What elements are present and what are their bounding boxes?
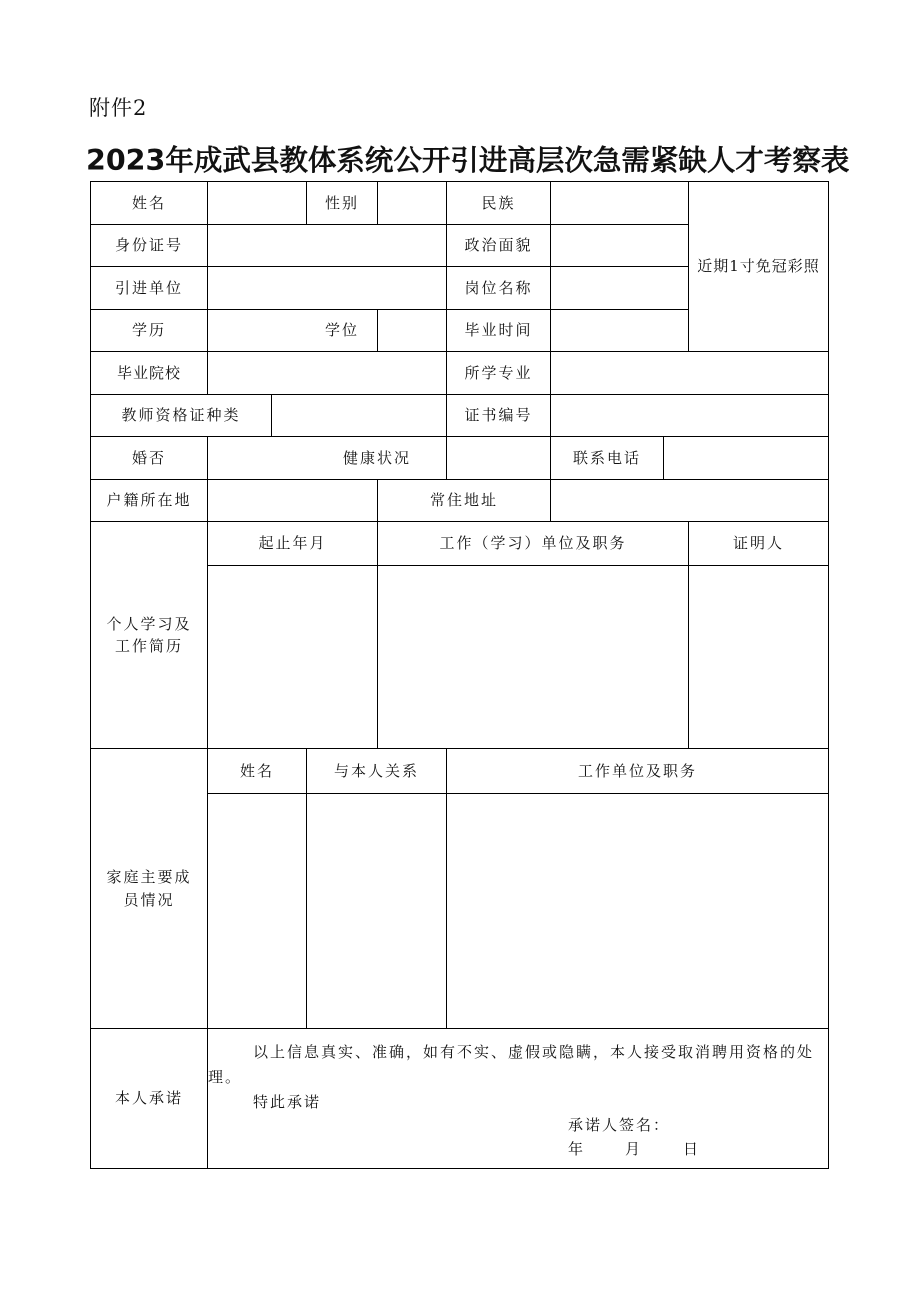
graduate-school-field[interactable]	[208, 352, 446, 394]
pledge-closing: 特此承诺	[253, 1093, 322, 1111]
hukou-location-label: 户籍所在地	[106, 491, 192, 510]
phone-label: 联系电话	[572, 448, 641, 467]
degree-field[interactable]	[378, 310, 446, 351]
id-number-field[interactable]	[208, 225, 446, 266]
family-name-field[interactable]	[208, 794, 306, 1028]
resume-col-period: 起止年月	[258, 534, 327, 553]
graduation-time-label: 毕业时间	[464, 321, 533, 340]
family-label: 家庭主要成员情况	[106, 868, 192, 909]
residence-address-label: 常住地址	[429, 491, 498, 510]
family-col-unit: 工作单位及职务	[577, 761, 697, 780]
attachment-label: 附件2	[89, 96, 148, 120]
pledge-signature-label: 承诺人签名：	[568, 1116, 671, 1134]
graduation-time-field[interactable]	[551, 310, 688, 351]
resume-label: 个人学习及工作简历	[106, 614, 192, 655]
major-field[interactable]	[551, 352, 828, 394]
family-relation-field[interactable]	[307, 794, 446, 1028]
graduate-school-label: 毕业院校	[116, 363, 181, 382]
position-name-field[interactable]	[551, 267, 688, 309]
political-status-label: 政治面貌	[464, 236, 533, 255]
health-status-field[interactable]	[447, 437, 550, 479]
degree-label: 学位	[324, 321, 359, 340]
id-number-label: 身份证号	[114, 236, 183, 255]
resume-unit-field[interactable]	[378, 566, 688, 748]
political-status-field[interactable]	[551, 225, 688, 266]
resume-col-unit: 工作（学习）单位及职务	[439, 534, 627, 553]
pledge-statement: 以上信息真实、准确，如有不实、虚假或隐瞒，本人接受取消聘用资格的处理。	[208, 1043, 815, 1086]
ethnicity-field[interactable]	[551, 182, 688, 224]
photo-placeholder[interactable]: 近期1寸免冠彩照	[697, 257, 820, 276]
hukou-location-field[interactable]	[208, 480, 377, 521]
cert-number-field[interactable]	[551, 395, 828, 436]
pledge-label: 本人承诺	[114, 1089, 183, 1108]
page-title: 2023年成武县教体系统公开引进高层次急需紧缺人才考察表	[86, 144, 850, 177]
education-field[interactable]	[208, 310, 306, 351]
teacher-cert-type-field[interactable]	[272, 395, 446, 436]
ethnicity-label: 民族	[481, 193, 516, 212]
pledge-month: 月	[625, 1140, 643, 1158]
education-label: 学历	[131, 321, 166, 340]
resume-col-witness: 证明人	[732, 534, 784, 553]
gender-label: 性别	[324, 193, 359, 212]
resume-period-field[interactable]	[208, 566, 377, 748]
name-label: 姓名	[131, 193, 166, 212]
position-name-label: 岗位名称	[464, 278, 533, 297]
family-unit-field[interactable]	[447, 794, 828, 1028]
family-col-relation: 与本人关系	[333, 761, 419, 780]
pledge-text	[208, 1040, 830, 1115]
residence-address-field[interactable]	[551, 480, 828, 521]
health-status-label: 健康状况	[342, 448, 411, 467]
phone-field[interactable]	[664, 437, 828, 479]
gender-field[interactable]	[378, 182, 446, 224]
pledge-year: 年	[568, 1140, 586, 1158]
pledge-day: 日	[683, 1140, 701, 1158]
introducing-unit-field[interactable]	[208, 267, 446, 309]
teacher-cert-type-label: 教师资格证种类	[121, 406, 241, 425]
major-label: 所学专业	[464, 363, 533, 382]
name-field[interactable]	[208, 182, 306, 224]
introducing-unit-label: 引进单位	[114, 278, 183, 297]
marital-status-label: 婚否	[131, 448, 166, 467]
resume-witness-field[interactable]	[689, 566, 828, 748]
family-col-name: 姓名	[239, 761, 274, 780]
cert-number-label: 证书编号	[464, 406, 533, 425]
